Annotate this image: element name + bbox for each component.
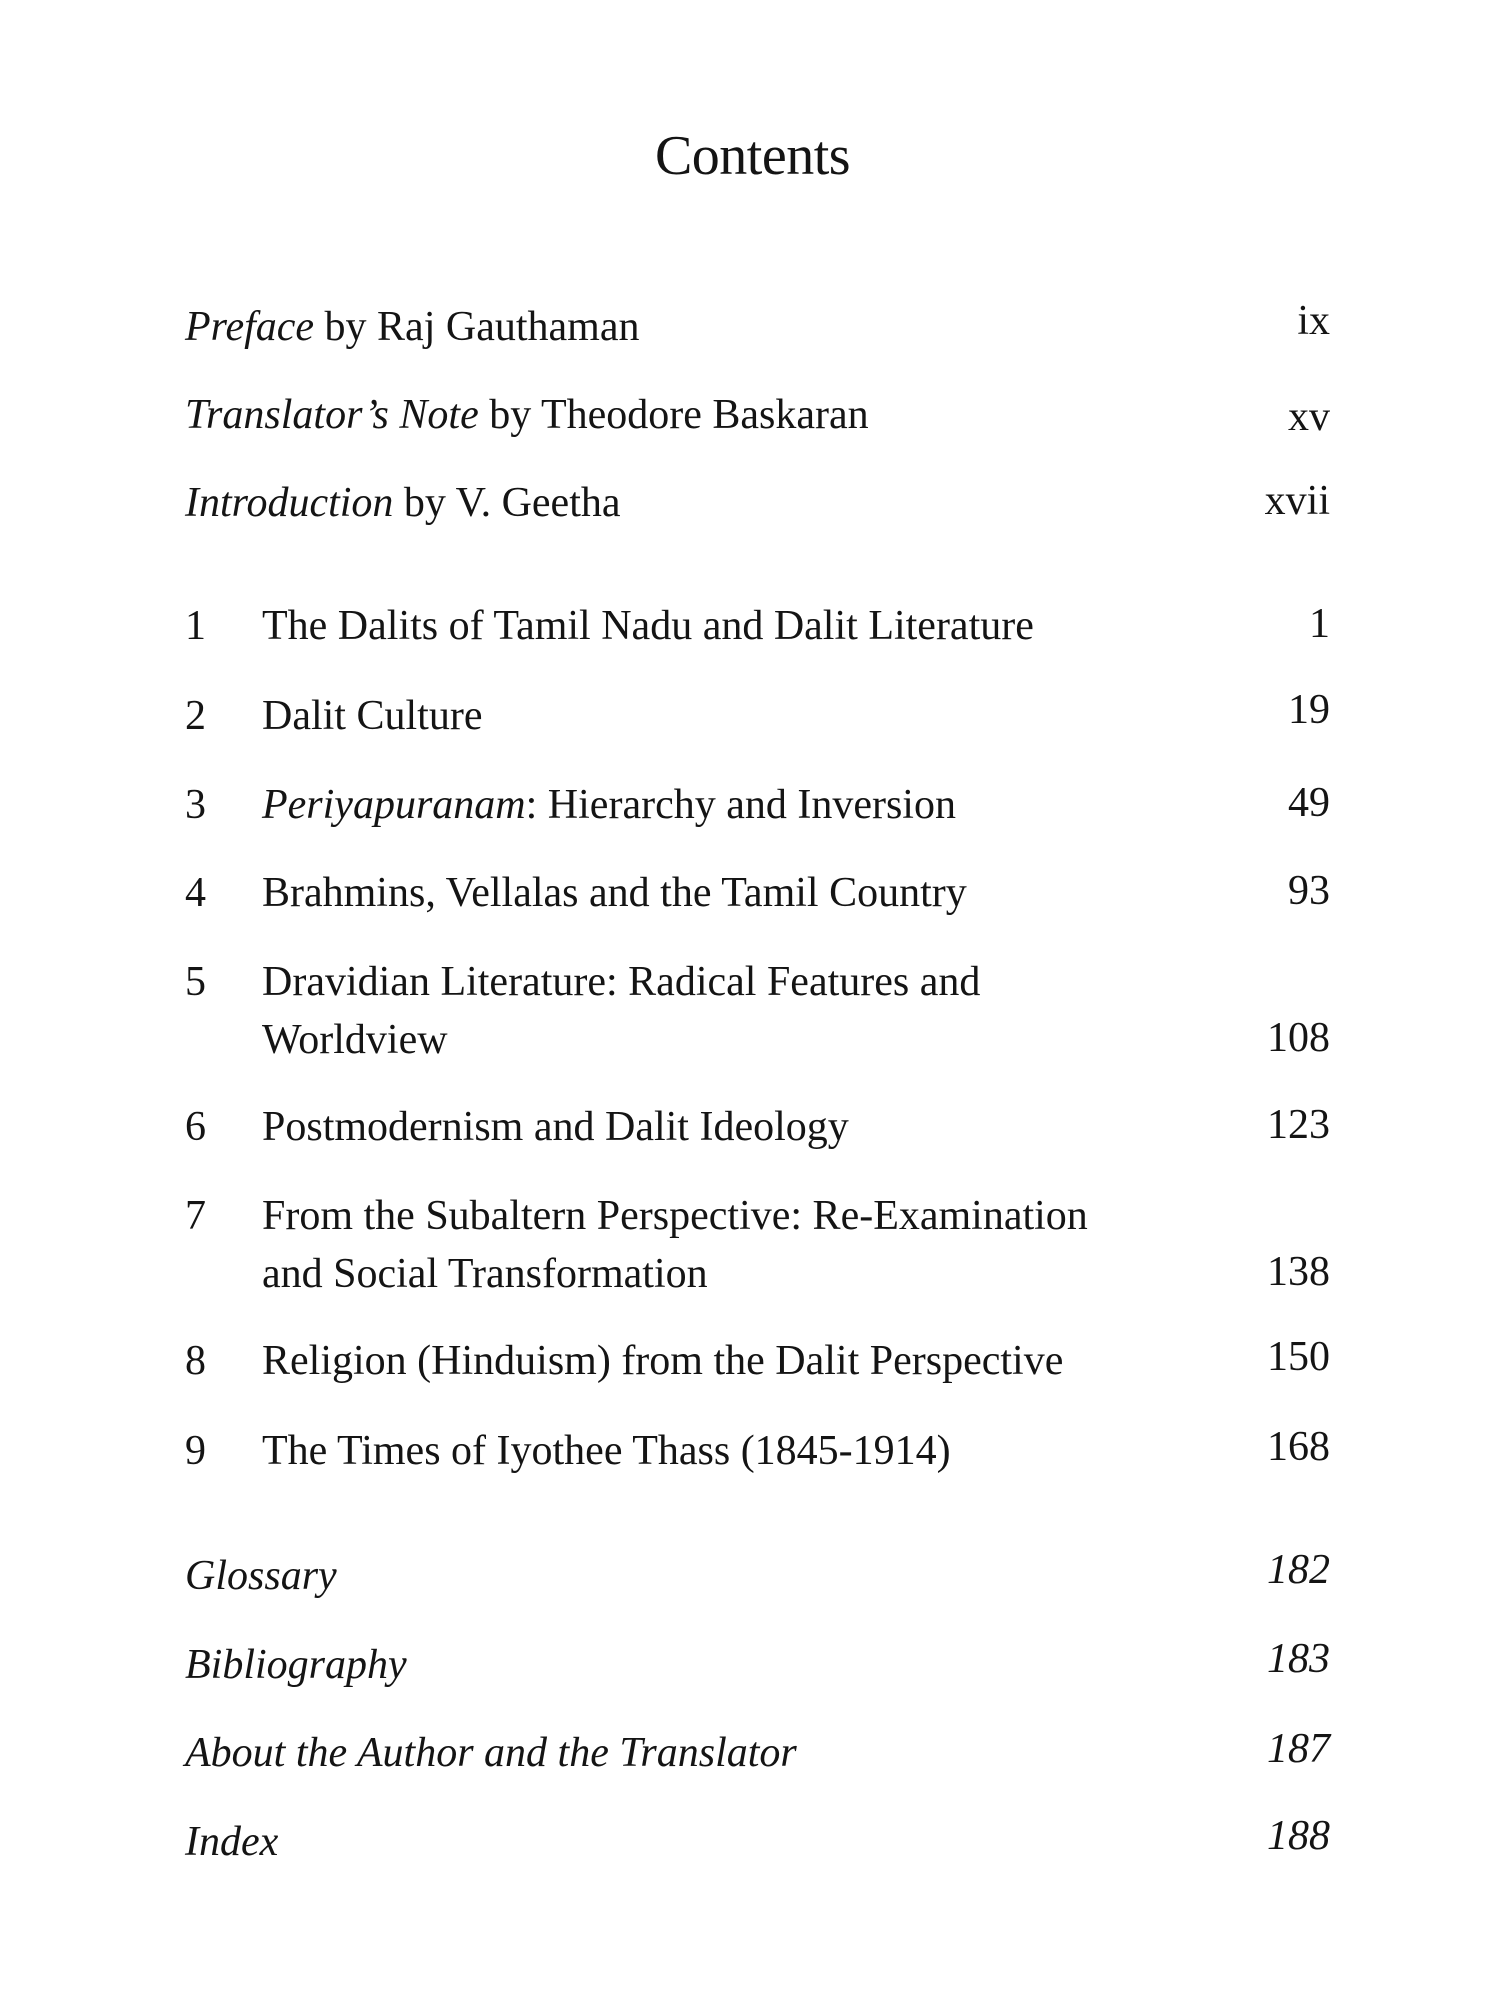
toc-entry-title: Glossary	[185, 1553, 337, 1599]
chapter-number: 6	[185, 1104, 206, 1150]
chapter-page: 150	[1267, 1334, 1330, 1380]
chapter-title: Religion (Hinduism) from the Dalit Perspective	[262, 1338, 1064, 1384]
chapter-title: Dalit Culture	[262, 693, 483, 739]
chapter-page: 1	[1309, 601, 1330, 647]
chapter-page: 19	[1288, 687, 1330, 733]
toc-entry-page: ix	[1297, 298, 1330, 344]
chapter-title: Postmodernism and Dalit Ideology	[262, 1104, 849, 1150]
toc-entry-title: About the Author and the Translator	[185, 1730, 797, 1776]
chapter-title: Dravidian Literature: Radical Features and Worldview	[262, 959, 981, 1063]
chapter-number: 1	[185, 603, 206, 649]
toc-entry-title: Index	[185, 1819, 279, 1865]
chapter-number: 8	[185, 1338, 206, 1384]
page-title: Contents	[654, 125, 851, 187]
toc-entry-title: Bibliography	[185, 1642, 407, 1688]
toc-entry-page: 182	[1267, 1547, 1330, 1593]
toc-entry-page: 188	[1267, 1813, 1330, 1859]
chapter-title: Periyapuranam: Hierarchy and Inversion	[262, 782, 956, 828]
chapter-title: The Times of Iyothee Thass (1845-1914)	[262, 1428, 951, 1474]
chapter-title: The Dalits of Tamil Nadu and Dalit Literature	[262, 603, 1034, 649]
toc-entry-page: 183	[1267, 1636, 1330, 1682]
chapter-page: 108	[1267, 1015, 1330, 1061]
chapter-number: 7	[185, 1193, 206, 1239]
chapter-title: Brahmins, Vellalas and the Tamil Country	[262, 870, 967, 916]
chapter-page: 138	[1267, 1249, 1330, 1295]
chapter-page: 168	[1267, 1424, 1330, 1470]
chapter-number: 2	[185, 693, 206, 739]
chapter-page: 49	[1288, 780, 1330, 826]
chapter-number: 9	[185, 1428, 206, 1474]
toc-entry-title: Preface by Raj Gauthaman	[185, 304, 640, 350]
table-of-contents	[185, 0, 1330, 2000]
toc-entry-title: Translator’s Note by Theodore Baskaran	[185, 392, 869, 438]
chapter-number: 3	[185, 782, 206, 828]
chapter-page: 123	[1267, 1102, 1330, 1148]
chapter-title: From the Subaltern Perspective: Re-Examination and Social Transformation	[262, 1193, 1088, 1297]
toc-entry-title: Introduction by V. Geetha	[185, 480, 621, 526]
chapter-number: 5	[185, 959, 206, 1005]
toc-entry-page: xv	[1288, 394, 1330, 440]
toc-entry-page: xvii	[1264, 478, 1330, 524]
toc-entry-page: 187	[1267, 1726, 1330, 1772]
chapter-page: 93	[1288, 868, 1330, 914]
chapter-number: 4	[185, 870, 206, 916]
